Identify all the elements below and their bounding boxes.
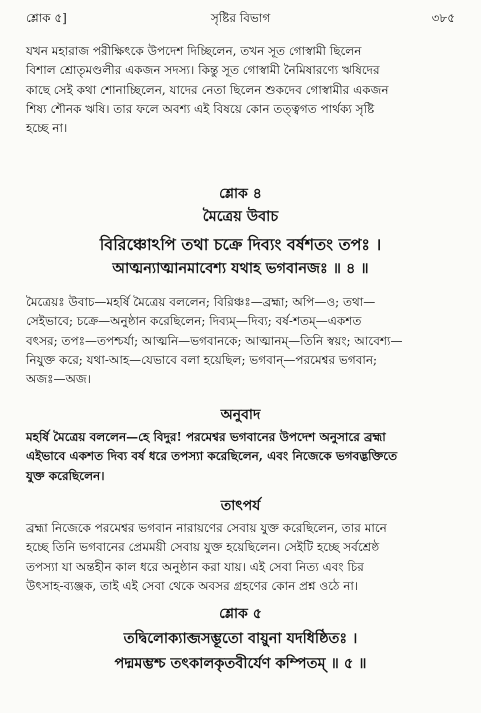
header-verse-ref: শ্লোক ৫]: [26, 11, 67, 25]
text-line: সেইভাবে; চক্রে—অনুষ্ঠান করেছিলেন; দিব্যম্—দিব্য; বর্ষ-শতম্—একশত: [26, 314, 362, 329]
text-line: নিযুক্ত করে; যথা-আহ—যেভাবে বলা হয়েছিল; ভগবান্—পরমেশ্বর ভগবান;: [26, 352, 378, 367]
verse-4-line-2: আত্মন্যাত্মানমাবেশ্য যথাহ ভগবানজঃ ॥ ৪ ॥: [112, 260, 369, 277]
text-line: বিশাল শ্রোতৃমণ্ডলীর একজন সদস্য। কিন্তু সূত গোস্বামী নৈমিষারণ্যে ঋষিদের: [26, 63, 380, 78]
text-line: ব্রহ্মা নিজেকে পরমেশ্বর ভগবান নারায়ণের সেবায় যুক্ত করেছিলেন, তার মানে: [26, 521, 387, 535]
verse-4-speaker: মৈত্রেয় উবাচ: [202, 208, 279, 225]
synonyms-paragraph: [26, 293, 455, 389]
text-line: হচ্ছে না।: [26, 121, 68, 136]
text-line: শিষ্য শৌনক ঋষি। তার ফলে অবশ্য এই বিষয়ে কোন তত্ত্বগত পার্থক্য সৃষ্টি: [26, 101, 375, 116]
text-line: যখন মহারাজ পরীক্ষিৎকে উপদেশ দিচ্ছিলেন, তখন সূত গোস্বামী ছিলেন: [26, 44, 362, 58]
purport-heading: তাৎপর্য: [220, 498, 261, 514]
header-chapter-title: সৃষ্টির বিভাগ: [210, 11, 271, 25]
text-line: মৈত্রেয়ঃ উবাচ—মহর্ষি মৈত্রেয় বললেন; বিরিঞ্চঃ—ব্রহ্মা; অপি—ও; তথা—: [26, 295, 376, 309]
verse-5-label: শ্লোক ৫: [219, 606, 262, 622]
text-line: তপস্যা যা অন্তহীন কাল ধরে অনুষ্ঠান করা যায়। এই সেবা নিত্য এবং চির: [26, 559, 364, 574]
verse-5-line-2: পদ্মমম্ভশ্চ তৎকালকৃতবীর্যেণ কম্পিতম্ ॥ ৫ ॥: [114, 655, 367, 672]
verse-4-line-1: বিরিঞ্চোঽপি তথা চক্রে দিব্যং বর্ষশতং তপঃ ।: [99, 235, 382, 254]
intro-paragraph: [26, 42, 455, 138]
text-line: হচ্ছে তিনি ভগবানের প্রেমময়ী সেবায় যুক্ত হয়েছিলেন। সেইটি হচ্ছে সর্বশ্রেষ্ঠ: [26, 540, 380, 555]
page-header: [26, 10, 455, 28]
translation-paragraph: [26, 428, 455, 486]
verse-5-line-1: তদ্বিলোক্যাব্জসম্ভূতো বায়ুনা যদধিষ্ঠিতঃ ।: [123, 630, 358, 647]
text-line: যুক্ত করেছিলেন।: [26, 468, 105, 483]
text-line: এইভাবে একশত দিব্য বর্ষ ধরে তপস্যা করেছিলেন, এবং নিজেকে ভগবদ্ভক্তিতে: [26, 449, 398, 464]
text-line: কাছে সেই কথা শোনাচ্ছিলেন, যাদের নেতা ছিলেন শুকদেব গোস্বামীর একজন: [26, 82, 389, 97]
text-line: অজঃ—অজ।: [26, 372, 91, 387]
text-line: বৎসর; তপঃ—তপশ্চর্যা; আত্মনি—ভগবানকে; আত্মানম্—তিনি স্বয়ং; আবেশ্য—: [26, 333, 403, 348]
text-line: মহর্ষি মৈত্রেয় বললেন—হে বিদুর! পরমেশ্বর ভগবানের উপদেশ অনুসারে ব্রহ্মা: [26, 430, 386, 444]
text-line: উৎসাহ-ব্যঞ্জক, তাই এই সেবা থেকে অবসর গ্রহণের কোন প্রশ্ন ওঠে না।: [26, 578, 359, 593]
verse-4-label: শ্লোক ৪: [219, 186, 262, 202]
purport-paragraph: [26, 519, 455, 596]
header-page-number: ৩৮৫: [431, 11, 455, 25]
translation-heading: অনুবাদ: [220, 407, 261, 423]
